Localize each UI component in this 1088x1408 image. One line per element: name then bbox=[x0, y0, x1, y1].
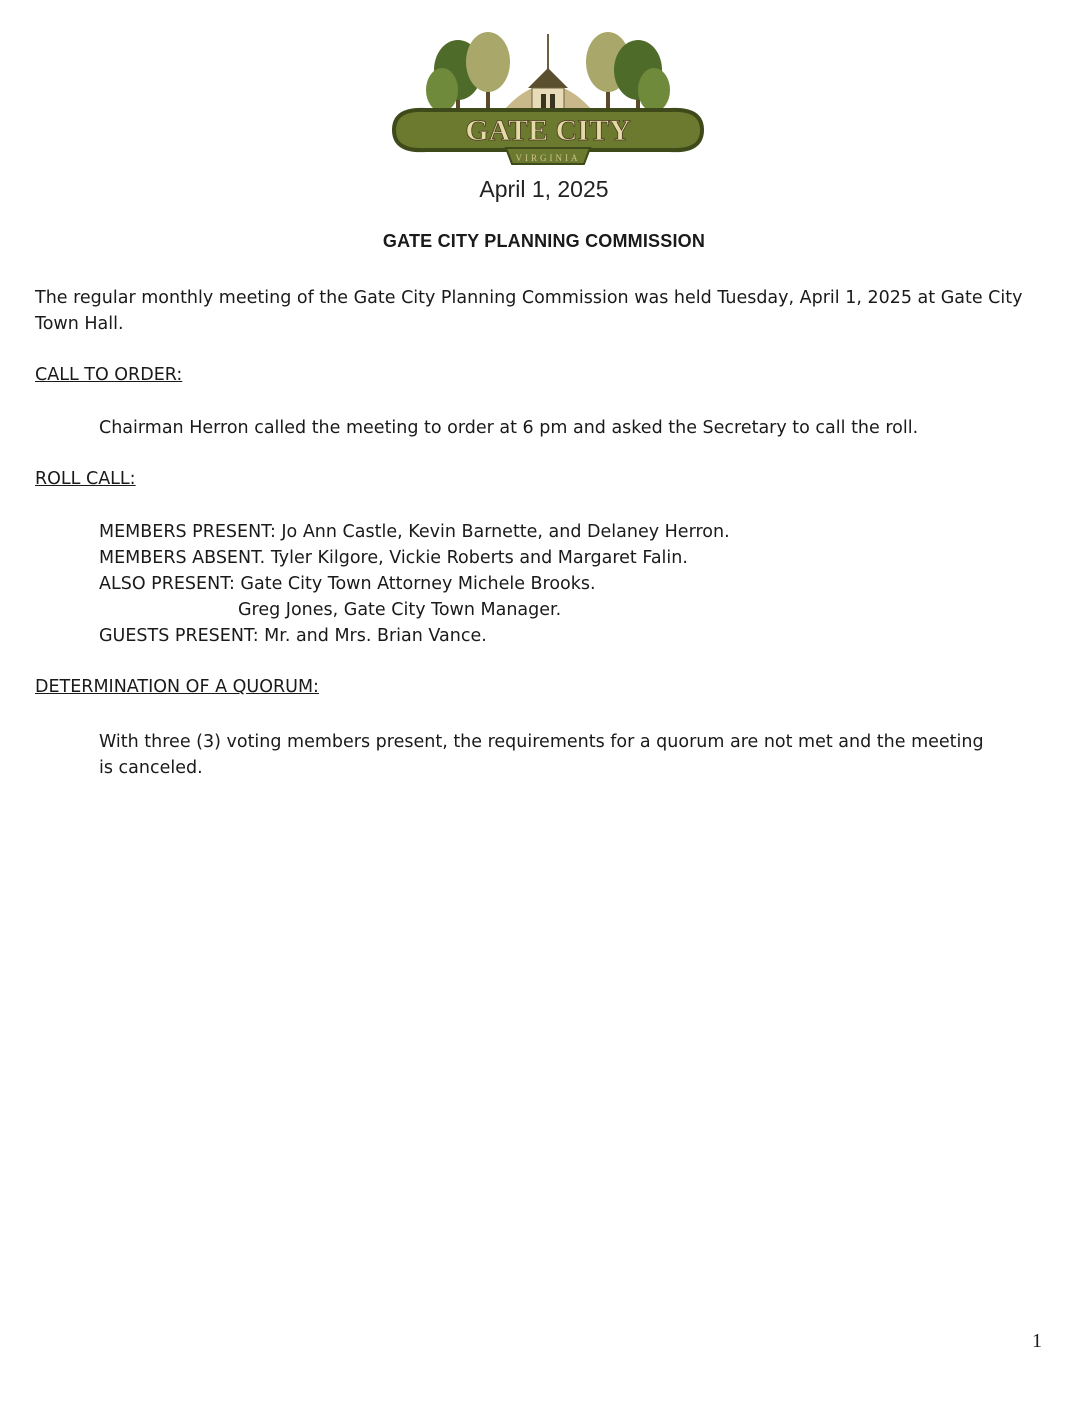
call-to-order-heading: CALL TO ORDER: bbox=[35, 365, 183, 385]
roll-call-line: Greg Jones, Gate City Town Manager. bbox=[238, 600, 562, 620]
roll-call-line: MEMBERS PRESENT: Jo Ann Castle, Kevin Barnette, and Delaney Herron. bbox=[99, 522, 730, 542]
roll-call-line: MEMBERS ABSENT. Tyler Kilgore, Vickie Roberts and Margaret Falin. bbox=[99, 548, 688, 568]
quorum-text: With three (3) voting members present, the requirements for a quorum are not met and the meeting is canceled. bbox=[99, 732, 984, 778]
quorum-heading: DETERMINATION OF A QUORUM: bbox=[35, 677, 319, 697]
page-number: 1 bbox=[1032, 1330, 1042, 1352]
roll-call-line: GUESTS PRESENT: Mr. and Mrs. Brian Vance. bbox=[99, 626, 487, 646]
call-to-order-text: Chairman Herron called the meeting to order at 6 pm and asked the Secretary to call the roll. bbox=[99, 418, 919, 438]
roll-call-line: ALSO PRESENT: Gate City Town Attorney Michele Brooks. bbox=[99, 574, 596, 594]
tree-icon bbox=[426, 32, 510, 120]
tree-icon bbox=[586, 32, 670, 120]
roll-call-list bbox=[99, 519, 1039, 649]
logo-name: GATE CITY bbox=[465, 114, 631, 147]
logo-subtitle: VIRGINIA bbox=[515, 153, 581, 163]
roll-call-heading: ROLL CALL: bbox=[35, 469, 136, 489]
gate-city-logo bbox=[386, 30, 710, 170]
intro-paragraph: The regular monthly meeting of the Gate City Planning Commission was held Tuesday, April 1, 2025 at Gate City Town Hall. bbox=[35, 288, 1023, 334]
gazebo-icon bbox=[528, 34, 568, 118]
document-title: GATE CITY PLANNING COMMISSION bbox=[382, 231, 706, 251]
meeting-date: April 1, 2025 bbox=[479, 176, 609, 202]
